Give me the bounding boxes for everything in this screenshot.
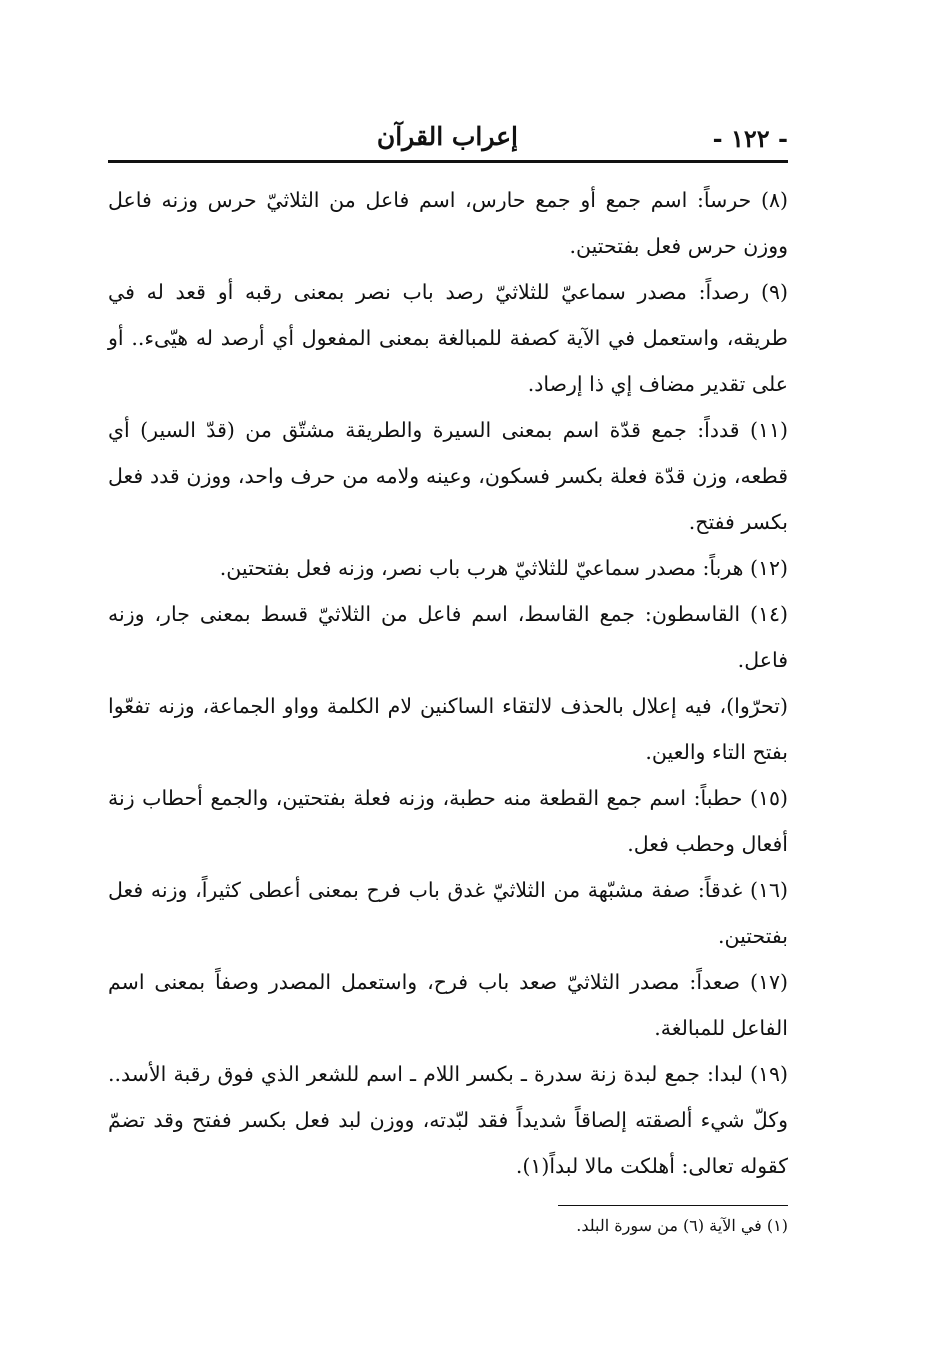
page-header <box>108 118 788 163</box>
paragraph: (١٥) حطباً: اسم جمع القطعة منه حطبة، وزنه فعلة بفتحتين، والجمع أحطاب زنة أفعال وحطب فعل. <box>108 786 788 856</box>
paragraph: (١١) قدداً: جمع قدّة اسم بمعنى السيرة والطريقة مشتّق من (قدّ السير) أي قطعه، وزن قدّة فعلة بكسر فسكون، وعينه ولامه من حرف واحد، ووزن قدد فعل بكسر ففتح. <box>108 418 788 534</box>
paragraph: (١٦) غدقاً: صفة مشبّهة من الثلاثيّ غدق باب فرح بمعنى أعطى كثيراً، وزنه فعل بفتحتين. <box>108 878 788 948</box>
paragraph: (١٢) هرباً: مصدر سماعيّ للثلاثيّ هرب باب نصر، وزنه فعل بفتحتين. <box>219 556 788 580</box>
footnote-divider <box>558 1205 788 1206</box>
running-title: إعراب القرآن <box>376 122 518 151</box>
paragraph: (١٧) صعداً: مصدر الثلاثيّ صعد باب فرح، واستعمل المصدر وصفاً بمعنى اسم الفاعل للمبالغة. <box>108 970 788 1040</box>
paragraph: (٩) رصداً: مصدر سماعيّ للثلاثيّ رصد باب نصر بمعنى رقبه أو قعد له في طريقه، واستعمل في الآية كصفة للمبالغة بمعنى المفعول أي أرصد له هيّىء.. أو على تقدير مضاف إي ذا إرصاد. <box>108 280 788 396</box>
paragraph: (تحرّوا)، فيه إعلال بالحذف لالتقاء الساكنين لام الكلمة وواو الجماعة، وزنه تفعّوا بفتح التاء والعين. <box>108 694 788 764</box>
paragraph: (١٤) القاسطون: جمع القاسط، اسم فاعل من الثلاثيّ قسط بمعنى جار، وزنه فاعل. <box>108 602 788 672</box>
paragraph: (١٩) لبدا: جمع لبدة زنة سدرة ـ بكسر اللام ـ اسم للشعر الذي فوق رقبة الأسد.. وكلّ شيء ألصقته إلصاقاً شديداً فقد لبّدته، ووزن لبد فعل بكسر ففتح وقد تضمّ كقوله تعالى: أهلكت مالا لبداً(١). <box>108 1062 788 1178</box>
page-number: - ١٢٢ - <box>712 124 788 153</box>
page-body <box>108 177 788 1189</box>
document-page <box>108 118 788 1242</box>
footnote: (١) في الآية (٦) من سورة البلد. <box>576 1216 788 1235</box>
paragraph: (٨) حرساً: اسم جمع أو جمع حارس، اسم فاعل من الثلاثيّ حرس وزنه فاعل ووزن حرس فعل بفتحتين. <box>108 188 788 258</box>
